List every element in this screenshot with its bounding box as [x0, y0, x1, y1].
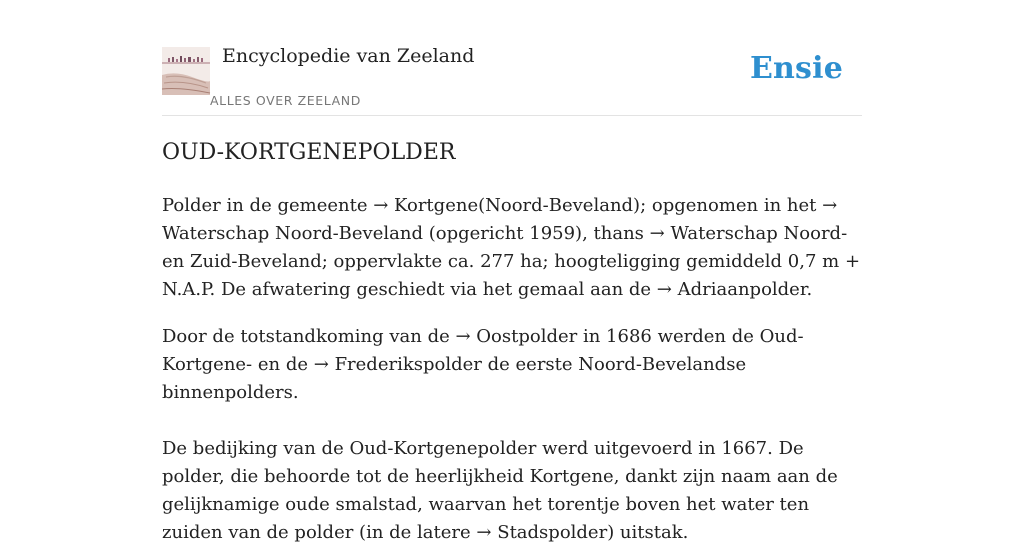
- entry-title: OUD-KORTGENEPOLDER: [162, 140, 456, 165]
- text-span: .: [806, 279, 813, 300]
- entry-paragraph-1: [162, 192, 867, 304]
- link-arrow-icon: →: [822, 195, 838, 216]
- entry-paragraph-2: [162, 323, 867, 407]
- site-avatar[interactable]: [162, 47, 210, 95]
- link-stadspolder[interactable]: Stadspolder: [497, 522, 608, 543]
- text-span: Polder in de gemeente: [162, 195, 374, 216]
- text-span: in 1686 werden de Oud-Kortgene- en de: [162, 326, 804, 375]
- entry-body: [162, 192, 867, 547]
- entry-paragraph-3: [162, 435, 867, 547]
- brand-logo[interactable]: Ensie: [749, 51, 843, 86]
- link-arrow-icon: →: [455, 326, 471, 347]
- text-span: (Noord-Beveland); opgenomen in het: [478, 195, 823, 216]
- text-span: ) uitstak.: [607, 522, 689, 543]
- text-span: (opgericht 1959), thans: [422, 223, 650, 244]
- link-arrow-icon: →: [476, 522, 492, 543]
- link-adriaanpolder[interactable]: Adriaanpolder: [677, 279, 807, 300]
- text-span: De bedijking van de Oud-Kortgenepolder werd uitgevoerd in 1667. De polder, die behoorde tot de heerlijkheid Kortgene, dankt zijn naam aan de gelijknamige oude smalstad, waarvan het torentje boven het water ten zuiden van de polder (in de latere: [162, 438, 838, 543]
- text-span: Door de totstandkoming van de: [162, 326, 456, 347]
- link-arrow-icon: →: [656, 279, 672, 300]
- link-oostpolder[interactable]: Oostpolder: [476, 326, 578, 347]
- link-arrow-icon: →: [649, 223, 665, 244]
- link-waterschap-noord-en-zuid-beveland[interactable]: Waterschap Noord- en Zuid-Beveland: [162, 223, 848, 272]
- avatar-image-icon: [162, 47, 210, 95]
- link-waterschap-noord-beveland[interactable]: Waterschap Noord-Beveland: [162, 223, 423, 244]
- site-tagline: ALLES OVER ZEELAND: [210, 93, 361, 108]
- text-span: de eerste Noord-Bevelandse binnenpolders.: [162, 354, 747, 403]
- link-kortgene[interactable]: Kortgene: [394, 195, 479, 216]
- page-container: [162, 0, 862, 543]
- link-arrow-icon: →: [373, 195, 389, 216]
- link-arrow-icon: →: [313, 354, 329, 375]
- text-span: ; oppervlakte ca. 277 ha; hoogteligging gemiddeld 0,7 m + N.A.P. De afwatering geschiedt via het gemaal aan de: [162, 251, 861, 300]
- site-title[interactable]: Encyclopedie van Zeeland: [222, 45, 475, 67]
- link-frederikspolder[interactable]: Frederikspolder: [334, 354, 482, 375]
- site-header: [162, 0, 862, 116]
